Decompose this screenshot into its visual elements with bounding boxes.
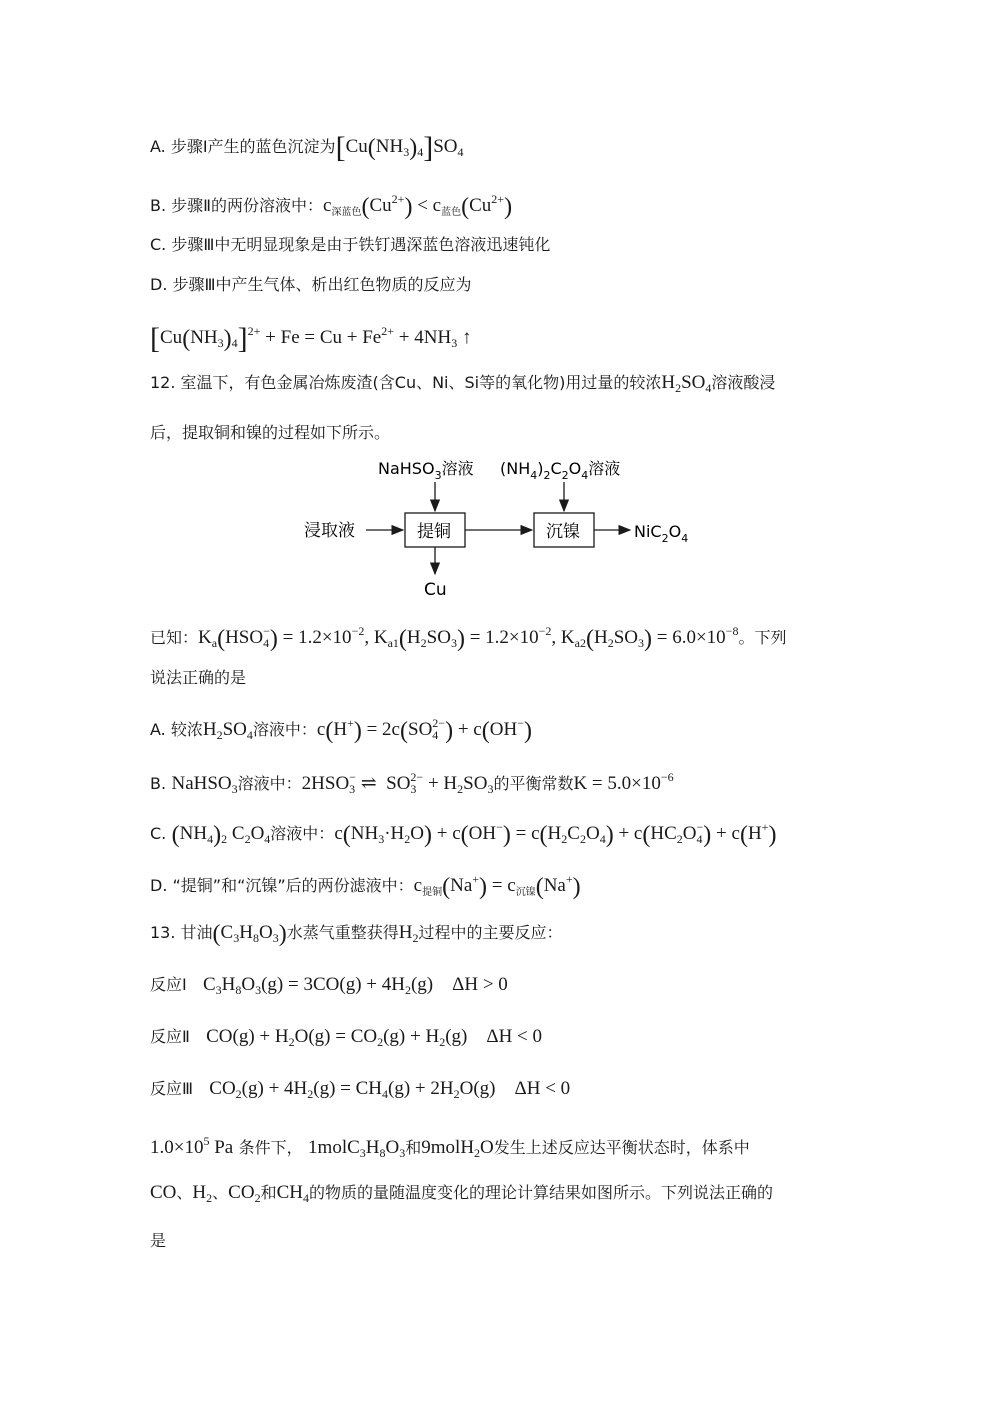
process-flow-diagram <box>300 448 720 608</box>
option-c <box>150 232 550 258</box>
q13-tail: 是 <box>150 1231 167 1250</box>
option-a-formula: $[Cu(NH_3)_4]SO_4$ <box>335 131 464 164</box>
option-b-sub2: 蓝色 <box>441 207 462 218</box>
q12-option-a: A. 较浓$H_2SO_4$溶液中：$c(H^+) = 2c(SO_4^{2-}) + c(OH^-)$ <box>150 716 532 744</box>
option-b-formula: $c_{深蓝色}(Cu^{2+}) < c_{蓝色}(Cu^{2+})$ <box>323 192 513 220</box>
reagent-nahso3-label: NaHSO$_3$溶液 <box>378 459 474 482</box>
option-b-text: B. 步骤Ⅱ的两份溶液中： <box>150 196 324 215</box>
q12-stem-line2: 后，提取铜和镍的过程如下所示。 <box>150 423 391 442</box>
reaction-1: 反应Ⅰ $C_3H_8O_3(g) = 3CO(g) + 4H_2(g)$ ΔH > 0 <box>150 974 508 997</box>
q12-option-d: D. “提铜”和“沉镍”后的两份滤液中：$c_{提铜}(Na^+) = c_{沉镍}(Na^+)$ <box>150 872 581 900</box>
q12-question: 说法正确的是 <box>150 668 247 687</box>
option-c-text: C. 步骤Ⅲ中无明显现象是由于铁钉遇深蓝色溶液迅速钝化 <box>150 235 551 254</box>
option-b-sub1: 深蓝色 <box>331 207 362 218</box>
byproduct-label: Cu <box>424 580 447 600</box>
reaction-2: 反应Ⅱ $CO(g) + H_2O(g) = CO_2(g) + H_2(g)$ ΔH < 0 <box>150 1026 543 1049</box>
q13-condition: $1.0\times 10^5$ Pa 条件下， $1molC_3H_8O_3$和9molH$_2$O发生上述反应达平衡状态时，体系中 <box>150 1134 750 1160</box>
reaction-3: 反应Ⅲ $CO_2(g) + 4H_2(g) = CH_4(g) + 2H_2O(g)$ ΔH < 0 <box>150 1078 571 1101</box>
option-d-text: D. 步骤Ⅲ中产生气体、析出红色物质的反应为 <box>150 275 472 294</box>
box1-label: 提铜 <box>417 522 451 542</box>
option-d <box>150 272 472 298</box>
box2-label: 沉镍 <box>546 522 580 542</box>
option-a <box>150 131 464 165</box>
option-d-equation: $[Cu(NH_3)_4]^{2+} + Fe = Cu + Fe^{2+} + 4NH_3$ ↑ <box>150 322 472 355</box>
option-a-text: A. 步骤Ⅰ产生的蓝色沉淀为 <box>150 137 336 156</box>
q12-option-b: B. NaHSO$_3$溶液中：$2HSO_3^-$ ⇌ $SO_3^{2-} + H_2SO_3$的平衡常数$K = 5.0\times 10^{-6}$ <box>150 770 674 796</box>
q12-known: 已知：$K_a(HSO_4^-) = 1.2\times 10^{-2}$, $K_{a1}(H_2SO_3) = 1.2\times 10^{-2}$, $K_{a2}(H_2SO_3) = 6.0\times 10^{-8}$。下列 <box>150 624 787 652</box>
q12-option-c: C. $(NH_4)_2$ $C_2O_4$溶液中：$c(NH_3\cdot H_2O) + c(OH^-) = c(H_2C_2O_4) + c(HC_2O_4^-) + c(H^+)$ <box>150 820 777 848</box>
option-b <box>150 186 512 226</box>
reagent-oxalate-label: $(NH_4)_2C_2O_4$溶液 <box>500 459 621 482</box>
input-label: 浸取液 <box>304 521 355 541</box>
output-label: $NiC_2O_4$ <box>634 522 689 545</box>
q13-stem: 13. 甘油$(C_3H_8O_3)$水蒸气重整获得$H_2$过程中的主要反应： <box>150 921 563 947</box>
q13-species-line: CO、$H_2$、$CO_2$和$CH_4$的物质的量随温度变化的理论计算结果如图所示。下列说法正确的 <box>150 1182 774 1205</box>
q12-stem-line1: 12. 室温下，有色金属冶炼废渣(含Cu、Ni、Si等的氧化物)用过量的较浓$H_2SO_4$溶液酸浸 <box>150 372 776 395</box>
